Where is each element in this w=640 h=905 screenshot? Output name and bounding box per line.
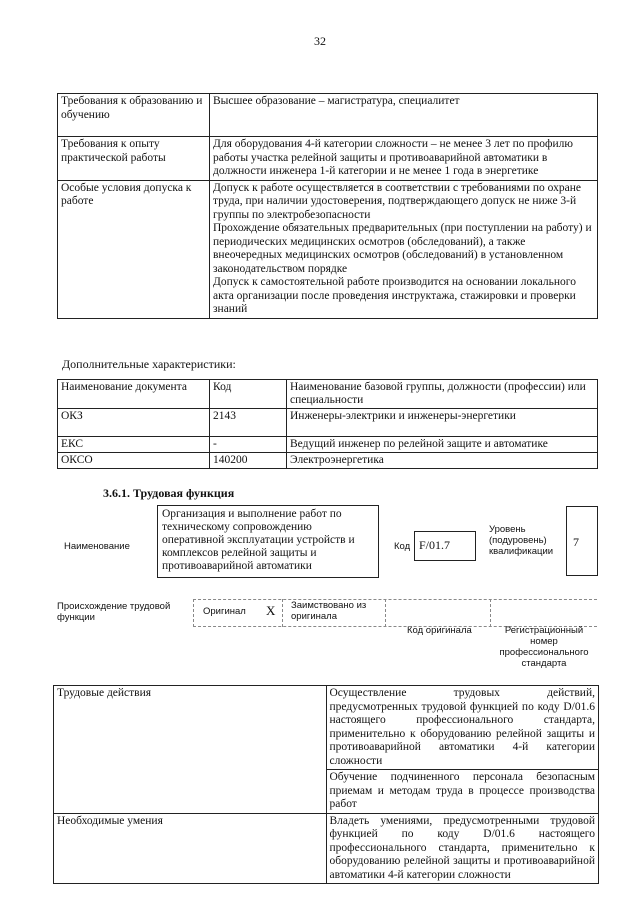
table-row [58,437,598,453]
level-label: Уровень (подуровень) квалификации [489,524,554,557]
borrowed-label: Заимствовано из оригинала [291,600,367,622]
table-row [54,686,599,770]
table-cell: ОКЗ [58,409,210,437]
page-number: 32 [314,34,326,48]
table-cell: 2143 [210,409,287,437]
origin-left-line [193,599,194,627]
code-label: Код [394,541,411,552]
table-cell: 140200 [210,453,287,469]
code-original-label: Код оригинала [407,625,472,636]
origin-divider-2 [385,599,386,627]
paragraph: Высшее образование – магистратура, специалитет [213,95,460,107]
table-row [58,409,598,437]
function-code-box: F/01.7 [414,531,476,561]
row-label: Трудовые действия [54,686,327,814]
table-row [58,94,598,137]
origin-divider-1 [282,599,283,627]
paragraph: Допуск к самостоятельной работе производится на основании локального акта организации после проведения инструктажа, стажировки и проверки знаний [213,276,576,315]
table-cell: ОКСО [58,453,210,469]
column-header: Наименование документа [58,380,210,409]
original-mark: X [266,603,276,618]
row-label: Необходимые умения [54,813,327,884]
requirements-table [57,93,598,319]
origin-divider-3 [490,599,491,627]
column-header: Код [210,380,287,409]
additional-title: Дополнительные характеристики: [62,357,236,371]
paragraph: Для оборудования 4-й категории сложности – не менее 3 лет по профилю работы участка релейной защиты и противоаварийной автоматики в должности инженера 1-й категории и не менее 1 года в энергетике [213,138,573,177]
origin-label: Происхождение трудовой функции [57,601,171,623]
function-name-box: Организация и выполнение работ по техническому сопровождению оперативной эксплуатации устройств и комплексов релейной защиты и противоаварийной автоматики [157,505,379,578]
row-label: Требования к образованию и обучению [58,94,210,137]
table-row [58,453,598,469]
table-cell: Инженеры-электрики и инженеры-энергетики [287,409,598,437]
reg-number-label: Регистрационный номер профессионального стандарта [499,625,589,669]
column-header: Наименование базовой группы, должности (профессии) или специальности [287,380,598,409]
paragraph: Прохождение обязательных предварительных (при поступлении на работу) и периодических медицинских осмотров (обследований), а также внеочередных медицинских осмотров (обследований) в установленном законодательством порядке [213,222,592,275]
table-row [58,180,598,318]
actions-table [53,685,599,884]
table-cell: Электроэнергетика [287,453,598,469]
table-cell: Владеть умениями, предусмотренными трудовой функцией по коду D/01.6 настоящего профессионального стандарта, применительно к оборудованию релейной защиты и противоаварийной автоматики 4-й категории сложности [326,813,599,884]
level-box: 7 [566,506,598,576]
table-cell: ЕКС [58,437,210,453]
table-header-row [58,380,598,409]
origin-top-line [193,599,597,600]
table-cell: Ведущий инженер по релейной защите и автоматике [287,437,598,453]
row-label: Особые условия допуска к работе [58,180,210,318]
additional-table [57,379,598,469]
row-label: Требования к опыту практической работы [58,137,210,181]
paragraph: Допуск к работе осуществляется в соответствии с требованиями по охране труда, при наличии удостоверения, подтверждающего допуск не ниже 3-й группы по электробезопасности [213,181,581,221]
table-cell: Осуществление трудовых действий, предусмотренных трудовой функцией по коду D/01.6 настоящего профессионального стандарта, применительно к оборудованию релейной защиты и противоаварийной автоматики 4-й категории сложности [326,686,599,770]
name-label: Наименование [64,541,130,552]
table-row [54,813,599,884]
row-value [210,137,598,181]
table-cell: - [210,437,287,453]
original-label: Оригинал [203,606,246,617]
section-title: 3.6.1. Трудовая функция [103,486,235,500]
row-value [210,180,598,318]
table-cell: Обучение подчиненного персонала безопасным приемам и методам труда в процессе производства работ [326,770,599,814]
row-value [210,94,598,137]
table-row [58,137,598,181]
